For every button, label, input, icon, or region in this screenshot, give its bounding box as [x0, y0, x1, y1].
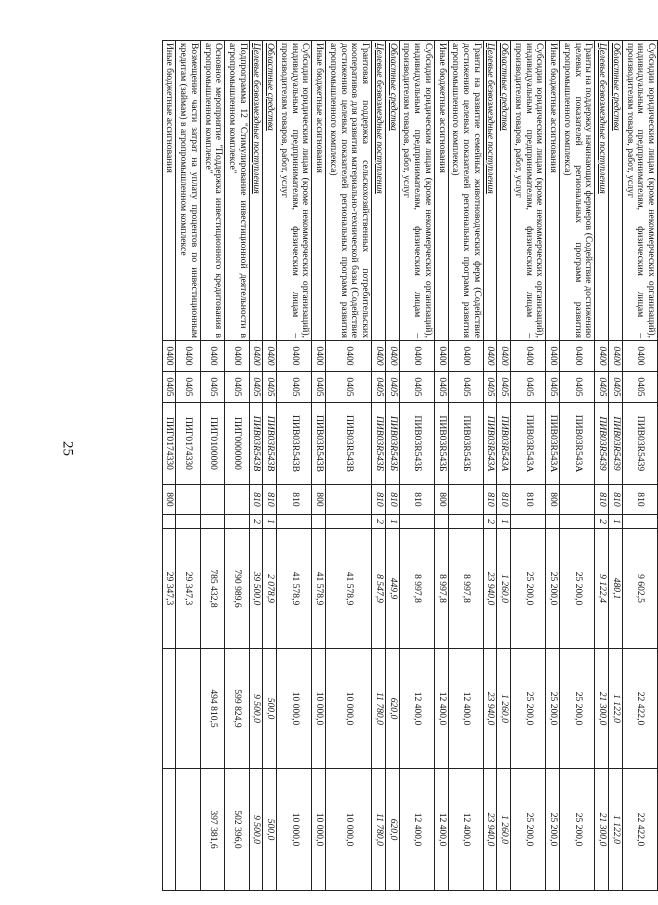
amount-year3-cell: 25 200,0 [511, 769, 546, 891]
amount-year1-cell: 25 200,0 [560, 529, 595, 649]
target-article-cell: ПИВ03R543В [312, 403, 326, 485]
expense-type-cell: 800 [162, 485, 176, 515]
row-name-cell: Целевые безвозмездные поступления [372, 41, 386, 341]
table-row [511, 41, 546, 891]
amount-year1-cell: 1 260,0 [497, 529, 511, 649]
subsection-code-cell: 0405 [249, 372, 263, 403]
row-name-cell: Областные средства [609, 41, 623, 341]
amount-year1-cell: 9 122,4 [595, 529, 609, 649]
amount-year2-cell: 9 500,0 [249, 649, 263, 769]
amount-year1-cell: 41 578,9 [277, 529, 312, 649]
subsection-code-cell: 0405 [277, 372, 312, 403]
row-name-cell: Субсидии юридическим лицам (кроме некоммерческих организаций), индивидуальным предпринимателям, физическим лицам – производителям товаров, работ, услуг [511, 41, 546, 341]
funding-kind-cell [200, 515, 224, 529]
expense-type-cell [176, 485, 200, 515]
expense-type-cell [326, 485, 372, 515]
row-name-cell: Основное мероприятие "Поддержка инвестиционного кредитования в агропромышленном комплексе" [200, 41, 224, 341]
expense-type-cell: 810 [385, 485, 399, 515]
rotated-table-wrapper [160, 40, 658, 890]
expense-type-cell: 810 [622, 485, 657, 515]
table-row [560, 41, 595, 891]
target-article-cell: ПИВ03R5439 [622, 403, 657, 485]
target-article-cell: ПИВ03R543А [546, 403, 560, 485]
amount-year1-cell: 449,9 [385, 529, 399, 649]
target-article-cell: ПИВ03R543Б [385, 403, 399, 485]
funding-kind-cell: 1 [497, 515, 511, 529]
amount-year1-cell: 8 547,9 [372, 529, 386, 649]
amount-year2-cell: 10 000,0 [326, 649, 372, 769]
subsection-code-cell: 0405 [372, 372, 386, 403]
amount-year3-cell: 502 396,0 [225, 769, 249, 891]
amount-year1-cell: 23 940,0 [483, 529, 497, 649]
amount-year1-cell: 8 997,8 [399, 529, 434, 649]
amount-year3-cell: 21 300,0 [595, 769, 609, 891]
row-name-cell: Целевые безвозмездные поступления [595, 41, 609, 341]
expense-type-cell [560, 485, 595, 515]
subsection-code-cell: 0405 [326, 372, 372, 403]
section-code-cell: 0400 [497, 341, 511, 372]
amount-year1-cell: 25 200,0 [511, 529, 546, 649]
amount-year3-cell: 1 122,0 [609, 769, 623, 891]
row-name-cell: Субсидии юридическим лицам (кроме некоммерческих организаций), индивидуальным предпринимателям, физическим лицам – производителям товаров, работ, услуг [399, 41, 434, 341]
target-article-cell: ПИГ0100000 [200, 403, 224, 485]
target-article-cell: ПИВ03R543В [277, 403, 312, 485]
subsection-code-cell: 0405 [595, 372, 609, 403]
amount-year3-cell: 25 200,0 [560, 769, 595, 891]
section-code-cell: 0400 [609, 341, 623, 372]
table-row [448, 41, 483, 891]
amount-year2-cell: 12 400,0 [399, 649, 434, 769]
target-article-cell: ПИВ03R543В [326, 403, 372, 485]
target-article-cell: ПИВ03R543А [560, 403, 595, 485]
table-row [385, 41, 399, 891]
funding-kind-cell [448, 515, 483, 529]
expense-type-cell: 800 [434, 485, 448, 515]
expense-type-cell: 810 [263, 485, 277, 515]
expense-type-cell: 810 [609, 485, 623, 515]
subsection-code-cell: 0405 [622, 372, 657, 403]
target-article-cell: ПИВ03R543Б [399, 403, 434, 485]
subsection-code-cell: 0405 [497, 372, 511, 403]
section-code-cell: 0400 [263, 341, 277, 372]
section-code-cell: 0400 [277, 341, 312, 372]
funding-kind-cell [511, 515, 546, 529]
amount-year1-cell: 2 078,9 [263, 529, 277, 649]
amount-year1-cell: 25 200,0 [546, 529, 560, 649]
target-article-cell: ПИВ03R543Б [372, 403, 386, 485]
budget-table [162, 40, 658, 891]
target-article-cell: ПИВ03R543Б [434, 403, 448, 485]
funding-kind-cell [162, 515, 176, 529]
funding-kind-cell: 2 [483, 515, 497, 529]
budget-table-body [162, 41, 657, 891]
subsection-code-cell: 0405 [312, 372, 326, 403]
table-row [326, 41, 372, 891]
amount-year2-cell: 21 300,0 [595, 649, 609, 769]
funding-kind-cell: 1 [385, 515, 399, 529]
target-article-cell: ПИВ03R543В [249, 403, 263, 485]
funding-kind-cell [225, 515, 249, 529]
amount-year3-cell: 12 400,0 [399, 769, 434, 891]
target-article-cell: ПИВ03R5439 [609, 403, 623, 485]
amount-year2-cell [176, 649, 200, 769]
target-article-cell: ПИВ03R543А [511, 403, 546, 485]
page-number: 25 [59, 441, 76, 456]
funding-kind-cell [560, 515, 595, 529]
row-name-cell: Иные бюджетные ассигнования [312, 41, 326, 341]
row-name-cell: Подпрограмма 12 "Стимулирование инвестиционной деятельности в агропромышленном комплексе" [225, 41, 249, 341]
target-article-cell: ПИВ03R543Б [448, 403, 483, 485]
table-row [622, 41, 657, 891]
amount-year2-cell: 11 780,0 [372, 649, 386, 769]
funding-kind-cell: 2 [595, 515, 609, 529]
subsection-code-cell: 0405 [263, 372, 277, 403]
amount-year2-cell: 599 824,9 [225, 649, 249, 769]
section-code-cell: 0400 [176, 341, 200, 372]
subsection-code-cell: 0405 [483, 372, 497, 403]
amount-year2-cell: 494 810,5 [200, 649, 224, 769]
amount-year3-cell: 620,0 [385, 769, 399, 891]
amount-year1-cell: 41 578,9 [312, 529, 326, 649]
row-name-cell: Областные средства [385, 41, 399, 341]
amount-year3-cell [162, 769, 176, 891]
table-row [609, 41, 623, 891]
section-code-cell: 0400 [385, 341, 399, 372]
subsection-code-cell: 0405 [448, 372, 483, 403]
table-row [497, 41, 511, 891]
amount-year1-cell: 29 347,3 [162, 529, 176, 649]
expense-type-cell: 800 [312, 485, 326, 515]
subsection-code-cell: 0405 [200, 372, 224, 403]
table-row [372, 41, 386, 891]
subsection-code-cell: 0405 [176, 372, 200, 403]
funding-kind-cell [176, 515, 200, 529]
expense-type-cell [448, 485, 483, 515]
amount-year2-cell: 25 200,0 [546, 649, 560, 769]
funding-kind-cell: 2 [249, 515, 263, 529]
amount-year3-cell: 10 000,0 [277, 769, 312, 891]
funding-kind-cell: 1 [609, 515, 623, 529]
subsection-code-cell: 0405 [225, 372, 249, 403]
table-row [595, 41, 609, 891]
row-name-cell: Целевые безвозмездные поступления [249, 41, 263, 341]
amount-year3-cell: 1 260,0 [497, 769, 511, 891]
amount-year3-cell: 10 000,0 [312, 769, 326, 891]
amount-year2-cell: 620,0 [385, 649, 399, 769]
funding-kind-cell [277, 515, 312, 529]
amount-year1-cell: 785 432,8 [200, 529, 224, 649]
subsection-code-cell: 0405 [434, 372, 448, 403]
target-article-cell: ПИГ0174330 [162, 403, 176, 485]
amount-year3-cell: 12 400,0 [448, 769, 483, 891]
amount-year1-cell: 9 602,5 [622, 529, 657, 649]
section-code-cell: 0400 [622, 341, 657, 372]
section-code-cell: 0400 [162, 341, 176, 372]
funding-kind-cell [622, 515, 657, 529]
subsection-code-cell: 0405 [385, 372, 399, 403]
subsection-code-cell: 0405 [511, 372, 546, 403]
target-article-cell: ПИВ03R543А [497, 403, 511, 485]
section-code-cell: 0400 [434, 341, 448, 372]
subsection-code-cell: 0405 [162, 372, 176, 403]
row-name-cell: Иные бюджетные ассигнования [162, 41, 176, 341]
table-row [399, 41, 434, 891]
section-code-cell: 0400 [249, 341, 263, 372]
target-article-cell: ПИГ0000000 [225, 403, 249, 485]
target-article-cell: ПИВ03R543А [483, 403, 497, 485]
row-name-cell: Иные бюджетные ассигнования [546, 41, 560, 341]
amount-year1-cell: 790 989,6 [225, 529, 249, 649]
expense-type-cell: 800 [546, 485, 560, 515]
amount-year2-cell [162, 649, 176, 769]
amount-year3-cell: 12 400,0 [434, 769, 448, 891]
amount-year2-cell: 12 400,0 [448, 649, 483, 769]
table-row [434, 41, 448, 891]
section-code-cell: 0400 [372, 341, 386, 372]
expense-type-cell: 810 [595, 485, 609, 515]
section-code-cell: 0400 [225, 341, 249, 372]
amount-year1-cell: 480,1 [609, 529, 623, 649]
expense-type-cell: 810 [277, 485, 312, 515]
subsection-code-cell: 0405 [399, 372, 434, 403]
table-row [162, 41, 176, 891]
row-name-cell: Гранты на развитие семейных животноводческих ферм (Содействие достижению целевых показателей региональных программ развития агропромышленного комплекса) [448, 41, 483, 341]
subsection-code-cell: 0405 [609, 372, 623, 403]
section-code-cell: 0400 [200, 341, 224, 372]
table-row [312, 41, 326, 891]
funding-kind-cell [326, 515, 372, 529]
amount-year2-cell: 10 000,0 [312, 649, 326, 769]
amount-year2-cell: 500,0 [263, 649, 277, 769]
section-code-cell: 0400 [448, 341, 483, 372]
row-name-cell: Гранты на поддержку начинающих фермеров (Содействие достижению целевых показателей региональных программ развития агропромышленного комплекса) [560, 41, 595, 341]
row-name-cell: Грантовая поддержка сельскохозяйственных потребительских кооперативов для развития материально-технической базы (Содействие достижению целевых показателей региональных программ развития агропромышленного комплекса) [326, 41, 372, 341]
amount-year2-cell: 1 260,0 [497, 649, 511, 769]
expense-type-cell: 810 [511, 485, 546, 515]
amount-year2-cell: 12 400,0 [434, 649, 448, 769]
amount-year3-cell: 23 940,0 [483, 769, 497, 891]
row-name-cell: Субсидии юридическим лицам (кроме некоммерческих организаций), индивидуальным предпринимателям, физическим лицам – производителям товаров, работ, услуг [622, 41, 657, 341]
funding-kind-cell [399, 515, 434, 529]
amount-year3-cell: 11 780,0 [372, 769, 386, 891]
expense-type-cell: 810 [372, 485, 386, 515]
funding-kind-cell [546, 515, 560, 529]
funding-kind-cell: 1 [263, 515, 277, 529]
amount-year2-cell: 1 122,0 [609, 649, 623, 769]
amount-year2-cell: 10 000,0 [277, 649, 312, 769]
amount-year3-cell: 397 381,6 [200, 769, 224, 891]
row-name-cell: Целевые безвозмездные поступления [483, 41, 497, 341]
amount-year3-cell: 9 500,0 [249, 769, 263, 891]
section-code-cell: 0400 [511, 341, 546, 372]
section-code-cell: 0400 [546, 341, 560, 372]
expense-type-cell [225, 485, 249, 515]
table-row [546, 41, 560, 891]
table-row [225, 41, 249, 891]
amount-year1-cell: 29 347,3 [176, 529, 200, 649]
amount-year1-cell: 8 997,8 [448, 529, 483, 649]
row-name-cell: Иные бюджетные ассигнования [434, 41, 448, 341]
table-row [249, 41, 263, 891]
amount-year2-cell: 25 200,0 [511, 649, 546, 769]
amount-year3-cell: 10 000,0 [326, 769, 372, 891]
amount-year2-cell: 23 940,0 [483, 649, 497, 769]
funding-kind-cell [434, 515, 448, 529]
amount-year3-cell: 25 200,0 [546, 769, 560, 891]
expense-type-cell: 810 [497, 485, 511, 515]
expense-type-cell [200, 485, 224, 515]
amount-year3-cell [176, 769, 200, 891]
section-code-cell: 0400 [399, 341, 434, 372]
target-article-cell: ПИВ03R543В [263, 403, 277, 485]
expense-type-cell: 810 [483, 485, 497, 515]
amount-year1-cell: 41 578,9 [326, 529, 372, 649]
subsection-code-cell: 0405 [546, 372, 560, 403]
section-code-cell: 0400 [326, 341, 372, 372]
section-code-cell: 0400 [312, 341, 326, 372]
amount-year3-cell: 500,0 [263, 769, 277, 891]
table-row [263, 41, 277, 891]
row-name-cell: Областные средства [263, 41, 277, 341]
target-article-cell: ПИГ0174330 [176, 403, 200, 485]
amount-year2-cell: 25 200,0 [560, 649, 595, 769]
table-row [277, 41, 312, 891]
amount-year1-cell: 39 500,0 [249, 529, 263, 649]
expense-type-cell: 810 [399, 485, 434, 515]
row-name-cell: Областные средства [497, 41, 511, 341]
table-row [483, 41, 497, 891]
section-code-cell: 0400 [560, 341, 595, 372]
table-row [176, 41, 200, 891]
row-name-cell: Возмещение части затрат на уплату процентов по инвестиционным кредитам (займам) в агропромышленном комплексе [176, 41, 200, 341]
amount-year2-cell: 22 422,0 [622, 649, 657, 769]
funding-kind-cell: 2 [372, 515, 386, 529]
funding-kind-cell [312, 515, 326, 529]
expense-type-cell: 810 [249, 485, 263, 515]
amount-year3-cell: 22 422,0 [622, 769, 657, 891]
section-code-cell: 0400 [595, 341, 609, 372]
table-row [200, 41, 224, 891]
target-article-cell: ПИВ03R5439 [595, 403, 609, 485]
subsection-code-cell: 0405 [560, 372, 595, 403]
section-code-cell: 0400 [483, 341, 497, 372]
row-name-cell: Субсидии юридическим лицам (кроме некоммерческих организаций), индивидуальным предпринимателям, физическим лицам – производителям товаров, работ, услуг [277, 41, 312, 341]
amount-year1-cell: 8 997,8 [434, 529, 448, 649]
